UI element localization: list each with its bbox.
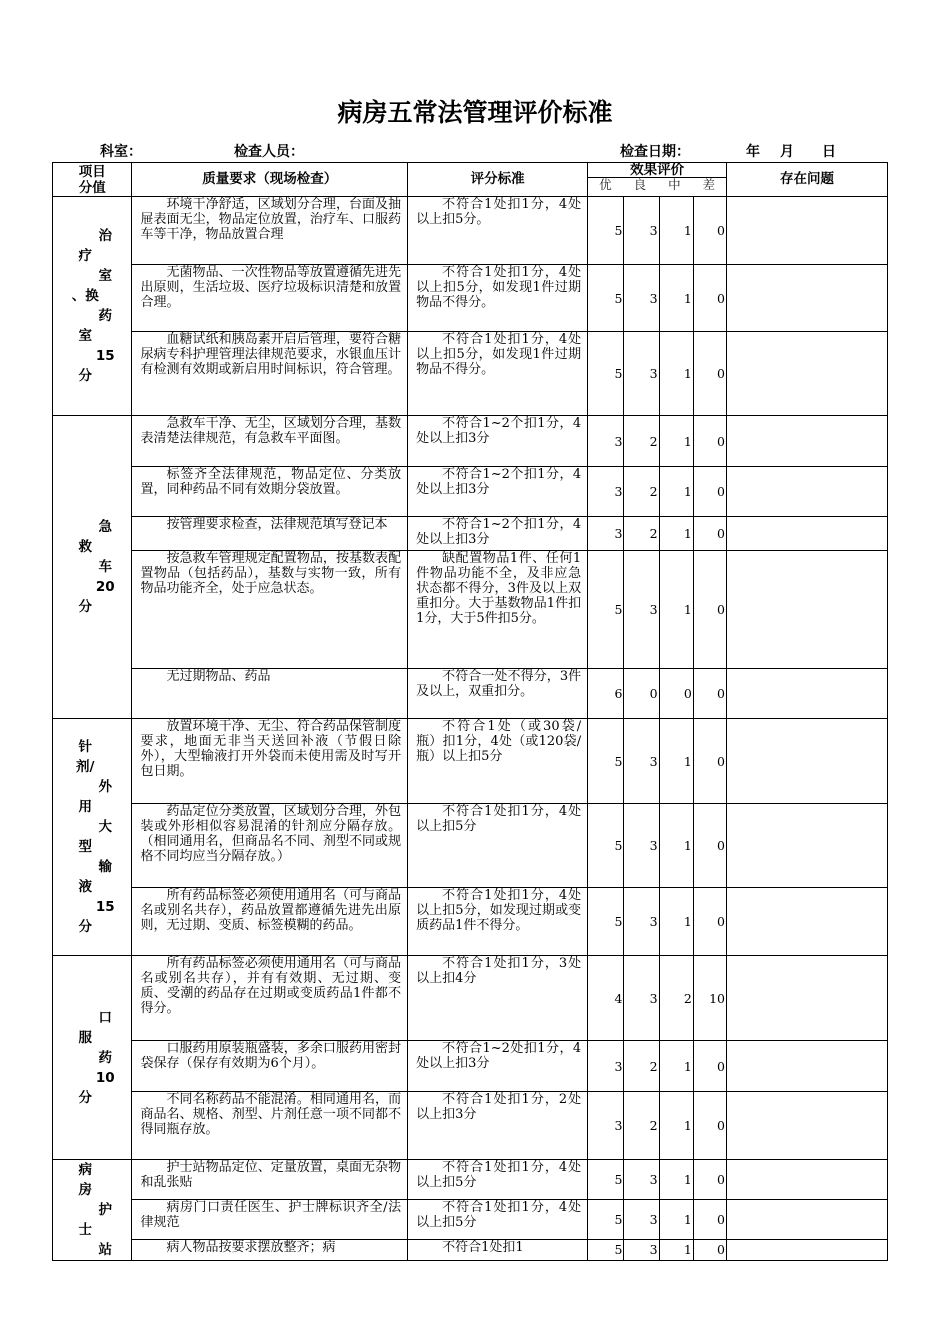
grade-good: 良: [633, 177, 647, 192]
issues-cell[interactable]: [726, 1092, 887, 1160]
score-cell: 0: [693, 719, 726, 804]
issues-cell[interactable]: [726, 1041, 887, 1092]
standard-cell: 不符合1处扣1分，4处以上扣5分: [408, 1200, 588, 1239]
grade-fair: 中: [668, 177, 681, 192]
score-cell: 1: [659, 551, 693, 669]
grade-excellent: 优: [599, 177, 612, 192]
score-cell: 1: [659, 265, 693, 332]
requirement-cell: 不同名称药品不能混淆。相同通用名，而商品名、规格、剂型、片剂任意一项不同都不得同瓶存放。: [132, 1092, 408, 1160]
score-cell: 5: [588, 888, 624, 956]
score-cell: 5: [588, 1160, 624, 1200]
table-row: [53, 197, 888, 265]
score-cell: 1: [659, 1041, 693, 1092]
requirement-cell: 环境干净舒适，区域划分合理，台面及抽屉表面无尘，物品定位放置，治疗车、口服药车等干净，物品放置合理: [132, 197, 408, 265]
score-cell: 0: [693, 517, 726, 551]
score-cell: 3: [624, 804, 659, 888]
score-cell: 0: [693, 1160, 726, 1200]
issues-header: 存在问题: [726, 163, 887, 197]
score-cell: 5: [588, 804, 624, 888]
score-cell: 3: [588, 1041, 624, 1092]
standard-cell: 不符合一处不得分，3件及以上，双重扣分。: [408, 669, 588, 719]
score-cell: 0: [693, 1092, 726, 1160]
issues-cell[interactable]: [726, 467, 887, 517]
requirement-cell: 标签齐全法律规范，物品定位、分类放置，同种药品不同有效期分袋放置。: [132, 467, 408, 517]
table-row: [53, 719, 888, 804]
requirement-cell: 病房门口责任医生、护士牌标识齐全/法律规范: [132, 1200, 408, 1239]
issues-cell[interactable]: [726, 1160, 887, 1200]
requirement-header: 质量要求（现场检查）: [132, 163, 408, 197]
standard-cell: 不符合1~2个扣1分，4处以上扣3分: [408, 416, 588, 467]
requirement-cell: 所有药品标签必须使用通用名（可与商品名或别名共存），并有有效期、无过期、变质、受潮的药品存在过期或变质药品1件都不得分。: [132, 956, 408, 1041]
table-row: [53, 265, 888, 332]
standard-cell: 不符合1处扣1分，2处以上扣3分: [408, 1092, 588, 1160]
table-row: [53, 956, 888, 1041]
score-cell: 5: [588, 551, 624, 669]
requirement-cell: 按管理要求检查，法律规范填写登记本: [132, 517, 408, 551]
score-cell: 0: [693, 332, 726, 416]
score-cell: 5: [588, 719, 624, 804]
evaluation-table: [52, 162, 888, 1261]
score-cell: 0: [659, 669, 693, 719]
standard-cell: 不符合1~2个扣1分，4处以上扣3分: [408, 517, 588, 551]
score-cell: 1: [659, 1200, 693, 1239]
issues-cell[interactable]: [726, 804, 887, 888]
score-cell: 0: [693, 1041, 726, 1092]
score-cell: 1: [659, 467, 693, 517]
table-row: [53, 1160, 888, 1200]
effect-header: [588, 163, 727, 197]
year-label: 年: [746, 144, 760, 160]
standard-cell: 不符合1~2处扣1分，4处以上扣3分: [408, 1041, 588, 1092]
score-cell: 2: [624, 517, 659, 551]
score-cell: 3: [588, 416, 624, 467]
day-label: 日: [822, 144, 836, 160]
standard-cell: 不符合1处扣1分，4处以上扣5分，如发现1件过期物品不得分。: [408, 332, 588, 416]
score-cell: 3: [588, 517, 624, 551]
score-cell: 0: [693, 197, 726, 265]
score-cell: 2: [624, 1041, 659, 1092]
table-row: [53, 888, 888, 956]
score-cell: 1: [659, 888, 693, 956]
section-label: 口 服 药 10 分: [53, 956, 132, 1160]
item-header: [53, 163, 132, 197]
requirement-cell: 口服药用原装瓶盛装，多余口服药用密封袋保存（保存有效期为6个月）。: [132, 1041, 408, 1092]
section-label: 病 房 护 士 站: [53, 1160, 132, 1261]
score-cell: 1: [659, 804, 693, 888]
score-cell: 0: [693, 669, 726, 719]
score-cell: 2: [624, 1092, 659, 1160]
score-cell: 1: [659, 719, 693, 804]
score-cell: 0: [693, 888, 726, 956]
table-row: [53, 1092, 888, 1160]
date-label: 检查日期：: [620, 144, 690, 160]
score-cell: 2: [659, 956, 693, 1041]
item-header-line2: 分值: [78, 179, 106, 196]
table-row: [53, 467, 888, 517]
requirement-cell: 无过期物品、药品: [132, 669, 408, 719]
table-row: [53, 416, 888, 467]
issues-cell[interactable]: [726, 888, 887, 956]
requirement-cell: 护士站物品定位、定量放置，桌面无杂物和乱张贴: [132, 1160, 408, 1200]
standard-cell: 不符合1处扣1分，4处以上扣5分，如发现1件过期物品不得分。: [408, 265, 588, 332]
month-label: 月: [780, 144, 794, 160]
score-cell: 3: [588, 1092, 624, 1160]
standard-cell: 不符合1处扣1分，4处以上扣5分: [408, 1160, 588, 1200]
score-cell: 2: [624, 467, 659, 517]
issues-cell[interactable]: [726, 719, 887, 804]
score-cell: 0: [693, 467, 726, 517]
issues-cell[interactable]: [726, 416, 887, 467]
table-row: [53, 1041, 888, 1092]
score-cell: 3: [624, 1160, 659, 1200]
score-cell: 4: [588, 956, 624, 1041]
score-cell: 5: [588, 265, 624, 332]
score-cell: 10: [693, 956, 726, 1041]
requirement-cell: 所有药品标签必须使用通用名（可与商品名或别名共存），药品放置都遵循先进先出原则，无过期、变质、标签模糊的药品。: [132, 888, 408, 956]
table-row: [53, 669, 888, 719]
score-cell: 3: [624, 197, 659, 265]
score-cell: 0: [693, 416, 726, 467]
requirement-cell: 急救车干净、无尘，区域划分合理，基数表清楚法律规范，有急救车平面图。: [132, 416, 408, 467]
grade-labels: [588, 178, 726, 192]
table-row: [53, 1239, 888, 1260]
page-title: 病房五常法管理评价标准: [337, 98, 613, 127]
score-cell: 1: [659, 1239, 693, 1260]
score-cell: 0: [693, 804, 726, 888]
table-row: [53, 804, 888, 888]
score-cell: 6: [588, 669, 624, 719]
issues-cell[interactable]: [726, 1200, 887, 1239]
score-cell: 2: [624, 416, 659, 467]
score-cell: 0: [624, 669, 659, 719]
issues-cell[interactable]: [726, 1239, 887, 1260]
table-row: [53, 551, 888, 669]
score-cell: 0: [693, 265, 726, 332]
standard-cell: 不符合1处扣1分，4处以上扣5分，如发现过期或变质药品1件不得分。: [408, 888, 588, 956]
standard-cell: 不符合1处（或30袋/瓶）扣1分，4处（或120袋/瓶）以上扣5分: [408, 719, 588, 804]
standard-cell: 缺配置物品1件、任何1件物品功能不全，及非应急状态都不得分，3件及以上双重扣分。大于基数物品1件扣1分，大于5件扣5分。: [408, 551, 588, 669]
score-cell: 1: [659, 416, 693, 467]
issues-cell[interactable]: [726, 197, 887, 265]
score-cell: 3: [624, 719, 659, 804]
score-cell: 3: [624, 1200, 659, 1239]
standard-header: 评分标准: [408, 163, 588, 197]
score-cell: 3: [588, 467, 624, 517]
score-cell: 3: [624, 956, 659, 1041]
table-row: [53, 1200, 888, 1239]
score-cell: 0: [693, 1239, 726, 1260]
section-label: 针 剂/ 外 用 大 型 输 液 15 分: [53, 719, 132, 956]
score-cell: 1: [659, 1160, 693, 1200]
standard-cell: 不符合1处扣1分，4处以上扣5分。: [408, 197, 588, 265]
requirement-cell: 按急救车管理规定配置物品，按基数表配置物品（包括药品），基数与实物一致，所有物品功能齐全，处于应急状态。: [132, 551, 408, 669]
standard-cell: 不符合1处扣1分，3处以上扣4分: [408, 956, 588, 1041]
dept-label: 科室：: [100, 144, 142, 160]
table-row: [53, 517, 888, 551]
issues-cell[interactable]: [726, 956, 887, 1041]
issues-cell[interactable]: [726, 265, 887, 332]
requirement-cell: 无菌物品、一次性物品等放置遵循先进先出原则，生活垃圾、医疗垃圾标识清楚和放置合理。: [132, 265, 408, 332]
standard-cell: 不符合1~2个扣1分，4处以上扣3分: [408, 467, 588, 517]
standard-cell: 不符合1处扣1: [408, 1239, 588, 1260]
score-cell: 0: [693, 551, 726, 669]
section-label: 治 疗 室 、换 药 室 15 分: [53, 197, 132, 416]
standard-cell: 不符合1处扣1分，4处以上扣5分: [408, 804, 588, 888]
issues-cell[interactable]: [726, 669, 887, 719]
grade-poor: 差: [702, 177, 716, 192]
score-cell: 0: [693, 1200, 726, 1239]
issues-cell[interactable]: [726, 332, 887, 416]
score-cell: 3: [624, 1239, 659, 1260]
item-header-line1: 项目: [78, 163, 106, 180]
score-cell: 1: [659, 197, 693, 265]
requirement-cell: 血糖试纸和胰岛素开启后管理，要符合糖尿病专科护理管理法律规范要求，水银血压计有检测有效期或新启用时间标识，符合管理。: [132, 332, 408, 416]
score-cell: 5: [588, 332, 624, 416]
score-cell: 5: [588, 197, 624, 265]
score-cell: 1: [659, 332, 693, 416]
requirement-cell: 药品定位分类放置，区域划分合理，外包装或外形相似容易混淆的针剂应分隔存放。（相同通用名，但商品名不同、剂型不同或规格不同均应当分隔存放。）: [132, 804, 408, 888]
score-cell: 5: [588, 1200, 624, 1239]
score-cell: 3: [624, 265, 659, 332]
score-cell: 3: [624, 888, 659, 956]
section-label: 急 救 车 20 分: [53, 416, 132, 719]
header-row: [53, 163, 888, 197]
score-cell: 3: [624, 332, 659, 416]
score-cell: 3: [624, 551, 659, 669]
requirement-cell: 病人物品按要求摆放整齐；病: [132, 1239, 408, 1260]
inspector-label: 检查人员：: [234, 144, 304, 160]
table-row: [53, 332, 888, 416]
score-cell: 1: [659, 1092, 693, 1160]
issues-cell[interactable]: [726, 551, 887, 669]
score-cell: 1: [659, 517, 693, 551]
effect-title: 效果评价: [588, 163, 726, 178]
score-cell: 5: [588, 1239, 624, 1260]
requirement-cell: 放置环境干净、无尘、符合药品保管制度要求，地面无非当天送回补液（节假日除外），大型输液打开外袋而未使用需及时写开包日期。: [132, 719, 408, 804]
issues-cell[interactable]: [726, 517, 887, 551]
